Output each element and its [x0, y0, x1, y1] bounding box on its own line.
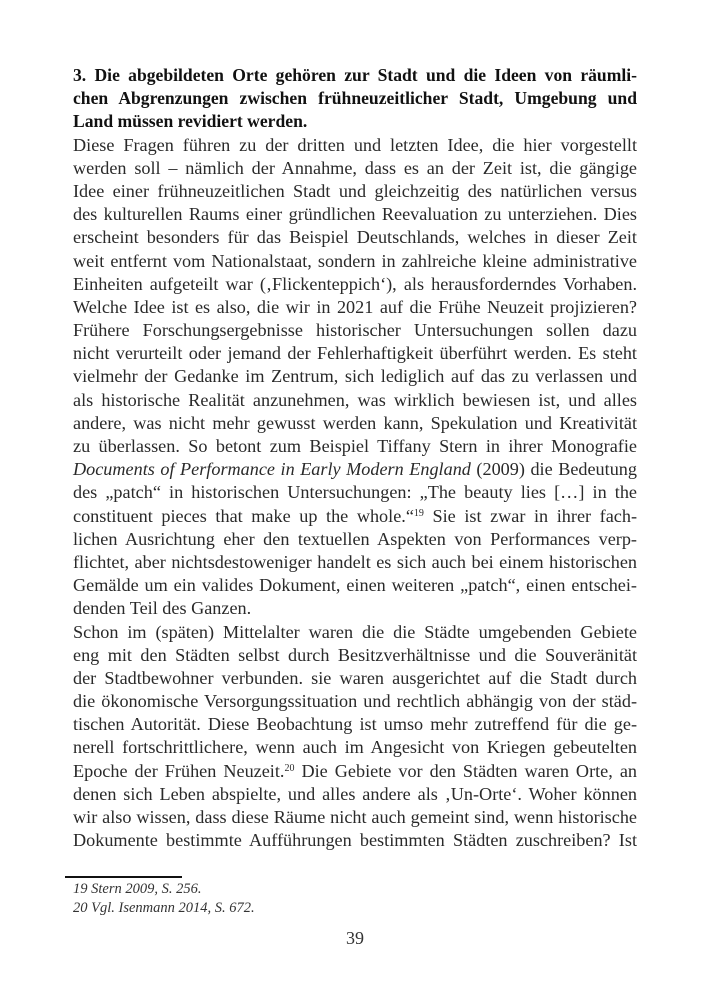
text-line: Einheiten aufgeteilt war (‚Flickenteppich‘), als herausforderndes Vorhaben. [73, 273, 637, 294]
book-title: Documents of Performance in Early Modern England [73, 459, 471, 480]
text-line: als historische Realität anzunehmen, was wirklich bewiesen ist, und alles [73, 389, 637, 410]
text-line: werden soll – nämlich der Annahme, dass es an der Zeit ist, die gängige [73, 157, 637, 178]
text-line-with-footnote [73, 760, 637, 783]
text-line: vielmehr der Gedanke im Zentrum, sich lediglich auf das zu verlassen und [73, 366, 637, 387]
text-fragment: (2009) die Bedeutung [470, 459, 637, 480]
text-line: des kulturellen Raums einer gründlichen Reevaluation zu unterziehen. Dies [73, 204, 637, 225]
text-line: flichtet, aber nichtsdestoweniger handelt es sich auch bei einem historischen [73, 551, 637, 572]
text-line: Schon im (späten) Mittelalter waren die die Städte umgebenden Gebiete [73, 621, 637, 642]
text-line: die ökonomische Versorgungssituation und rechtlich abhängig von der städ- [73, 691, 637, 712]
footnote-reference[interactable]: 19 [413, 507, 424, 519]
text-line: der Stadtbewohner verbunden. sie waren ausgerichtet auf die Stadt durch [73, 667, 637, 688]
text-line: Idee einer frühneuzeitlichen Stadt und gleichzeitig des natürlichen versus [73, 180, 637, 201]
footnote: 20 Vgl. Isenmann 2014, S. 672. [73, 900, 255, 916]
text-line: wir also wissen, dass diese Räume nicht auch gemeint sind, wenn historische [73, 807, 637, 827]
heading-line: chen Abgrenzungen zwischen frühneuzeitlicher Stadt, Umgebung und [73, 88, 637, 109]
text-line: eng mit den Städten selbst durch Besitzverhältnisse und die Souveränität [73, 644, 637, 665]
heading-line: 3. Die abgebildeten Orte gehören zur Stadt und die Ideen von räumli- [73, 65, 637, 85]
section-heading [73, 64, 637, 134]
text-line-with-title [73, 458, 637, 481]
text-fragment: Epoche der Frühen Neuzeit. [73, 760, 285, 781]
text-line: nerell fortschrittlichere, wenn auch im Angesicht von Kriegen gebeutelten [73, 737, 637, 758]
paragraph-2 [73, 621, 637, 853]
text-line: Gemälde um ein valides Dokument, einen weiteren „patch“, einen entschei- [73, 575, 637, 596]
page-body [73, 64, 637, 852]
text-line: tischen Autorität. Diese Beobachtung ist umso mehr zutreffend für die ge- [73, 714, 637, 735]
text-fragment: Die Gebiete vor den Städten waren Orte, an [294, 760, 637, 781]
text-line: Frühere Forschungsergebnisse historischer Untersuchungen sollen dazu [73, 320, 637, 341]
footnote: 19 Stern 2009, S. 256. [73, 881, 202, 897]
footnote-separator [65, 876, 182, 878]
text-line: denen sich Leben abspielte, und alles andere als ‚Un-Orte‘. Woher können [73, 783, 637, 804]
text-line: nicht verurteilt oder jemand der Fehlerhaftigkeit überführt werden. Es steht [73, 343, 637, 364]
text-line: des „patch“ in historischen Untersuchungen: „The beauty lies […] in the [73, 482, 637, 503]
text-fragment: constituent pieces that make up the whole.“ [73, 505, 414, 526]
text-line: Dokumente bestimmte Aufführungen bestimmten Städten zuschreiben? Ist [73, 830, 637, 851]
text-line-with-footnote [73, 505, 637, 528]
text-line: Welche Idee ist es also, die wir in 2021 auf die Frühe Neuzeit projizieren? [73, 296, 637, 317]
text-line: denden Teil des Ganzen. [73, 598, 252, 619]
text-line: zu überlassen. So betont zum Beispiel Tiffany Stern in ihrer Monografie [73, 436, 637, 456]
text-line: weit entfernt vom Nationalstaat, sondern in zahlreiche kleine administrative [73, 250, 637, 271]
heading-line: Land müssen revidiert werden. [73, 111, 308, 132]
text-line: erscheint besonders für das Beispiel Deutschlands, welches in dieser Zeit [73, 227, 637, 248]
page-number: 39 [346, 928, 364, 948]
text-line: lichen Ausrichtung eher den textuellen Aspekten von Performances verp- [73, 528, 637, 549]
text-fragment: Sie ist zwar in ihrer fach- [423, 505, 638, 526]
text-line: andere, was nicht mehr gewusst werden kann, Spekulation und Kreativität [73, 412, 637, 433]
paragraph-1 [73, 134, 637, 621]
text-line: Diese Fragen führen zu der dritten und letzten Idee, die hier vorgestellt [73, 134, 637, 155]
footnote-reference[interactable]: 20 [284, 762, 295, 774]
